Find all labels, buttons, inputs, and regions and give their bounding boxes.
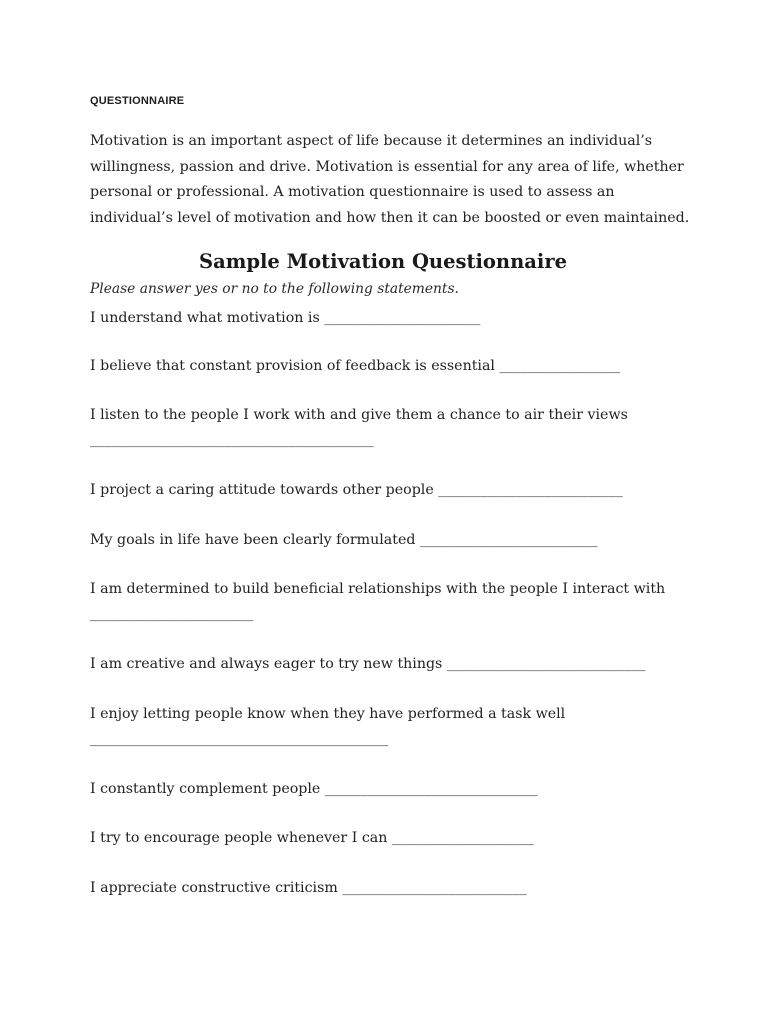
question-item <box>90 528 690 553</box>
answer-blank: ________________________________________ <box>90 432 374 448</box>
question-item <box>90 354 690 379</box>
question-item <box>90 826 690 851</box>
question-text: I listen to the people I work with and give them a chance to air their views <box>90 407 628 423</box>
question-text: I constantly complement people ______________________________ <box>90 781 538 797</box>
question-item <box>90 777 690 802</box>
question-text: I understand what motivation is ______________________ <box>90 310 481 326</box>
question-text: I am creative and always eager to try new things ____________________________ <box>90 656 646 672</box>
question-text: I appreciate constructive criticism __________________________ <box>90 880 527 896</box>
question-text: I am determined to build beneficial relationships with the people I interact with <box>90 581 666 597</box>
answer-blank: __________________________________________ <box>90 731 388 747</box>
question-item <box>90 577 690 627</box>
question-item <box>90 478 690 503</box>
question-text: I believe that constant provision of feedback is essential _________________ <box>90 358 621 374</box>
question-item <box>90 652 690 677</box>
question-item <box>90 702 690 752</box>
questionnaire-title: Sample Motivation Questionnaire <box>199 250 567 273</box>
question-item <box>90 306 690 331</box>
question-text: My goals in life have been clearly formulated _________________________ <box>90 532 598 548</box>
question-text: I enjoy letting people know when they have performed a task well <box>90 706 566 722</box>
answer-blank: _______________________ <box>90 606 254 622</box>
instruction-text: Please answer yes or no to the following statements. <box>90 281 459 297</box>
intro-paragraph: Motivation is an important aspect of life because it determines an individual’s willingness, passion and drive. Motivation is essential for any area of life, whether personal or professional. A motivation questionnaire is used to assess an individual’s level of motivation and how then it can be boosted or even maintained. <box>90 133 690 226</box>
question-text: I project a caring attitude towards other people __________________________ <box>90 482 623 498</box>
question-item <box>90 403 690 453</box>
question-item <box>90 876 690 901</box>
question-text: I try to encourage people whenever I can ____________________ <box>90 830 534 846</box>
document-label: QUESTIONNAIRE <box>90 95 185 107</box>
